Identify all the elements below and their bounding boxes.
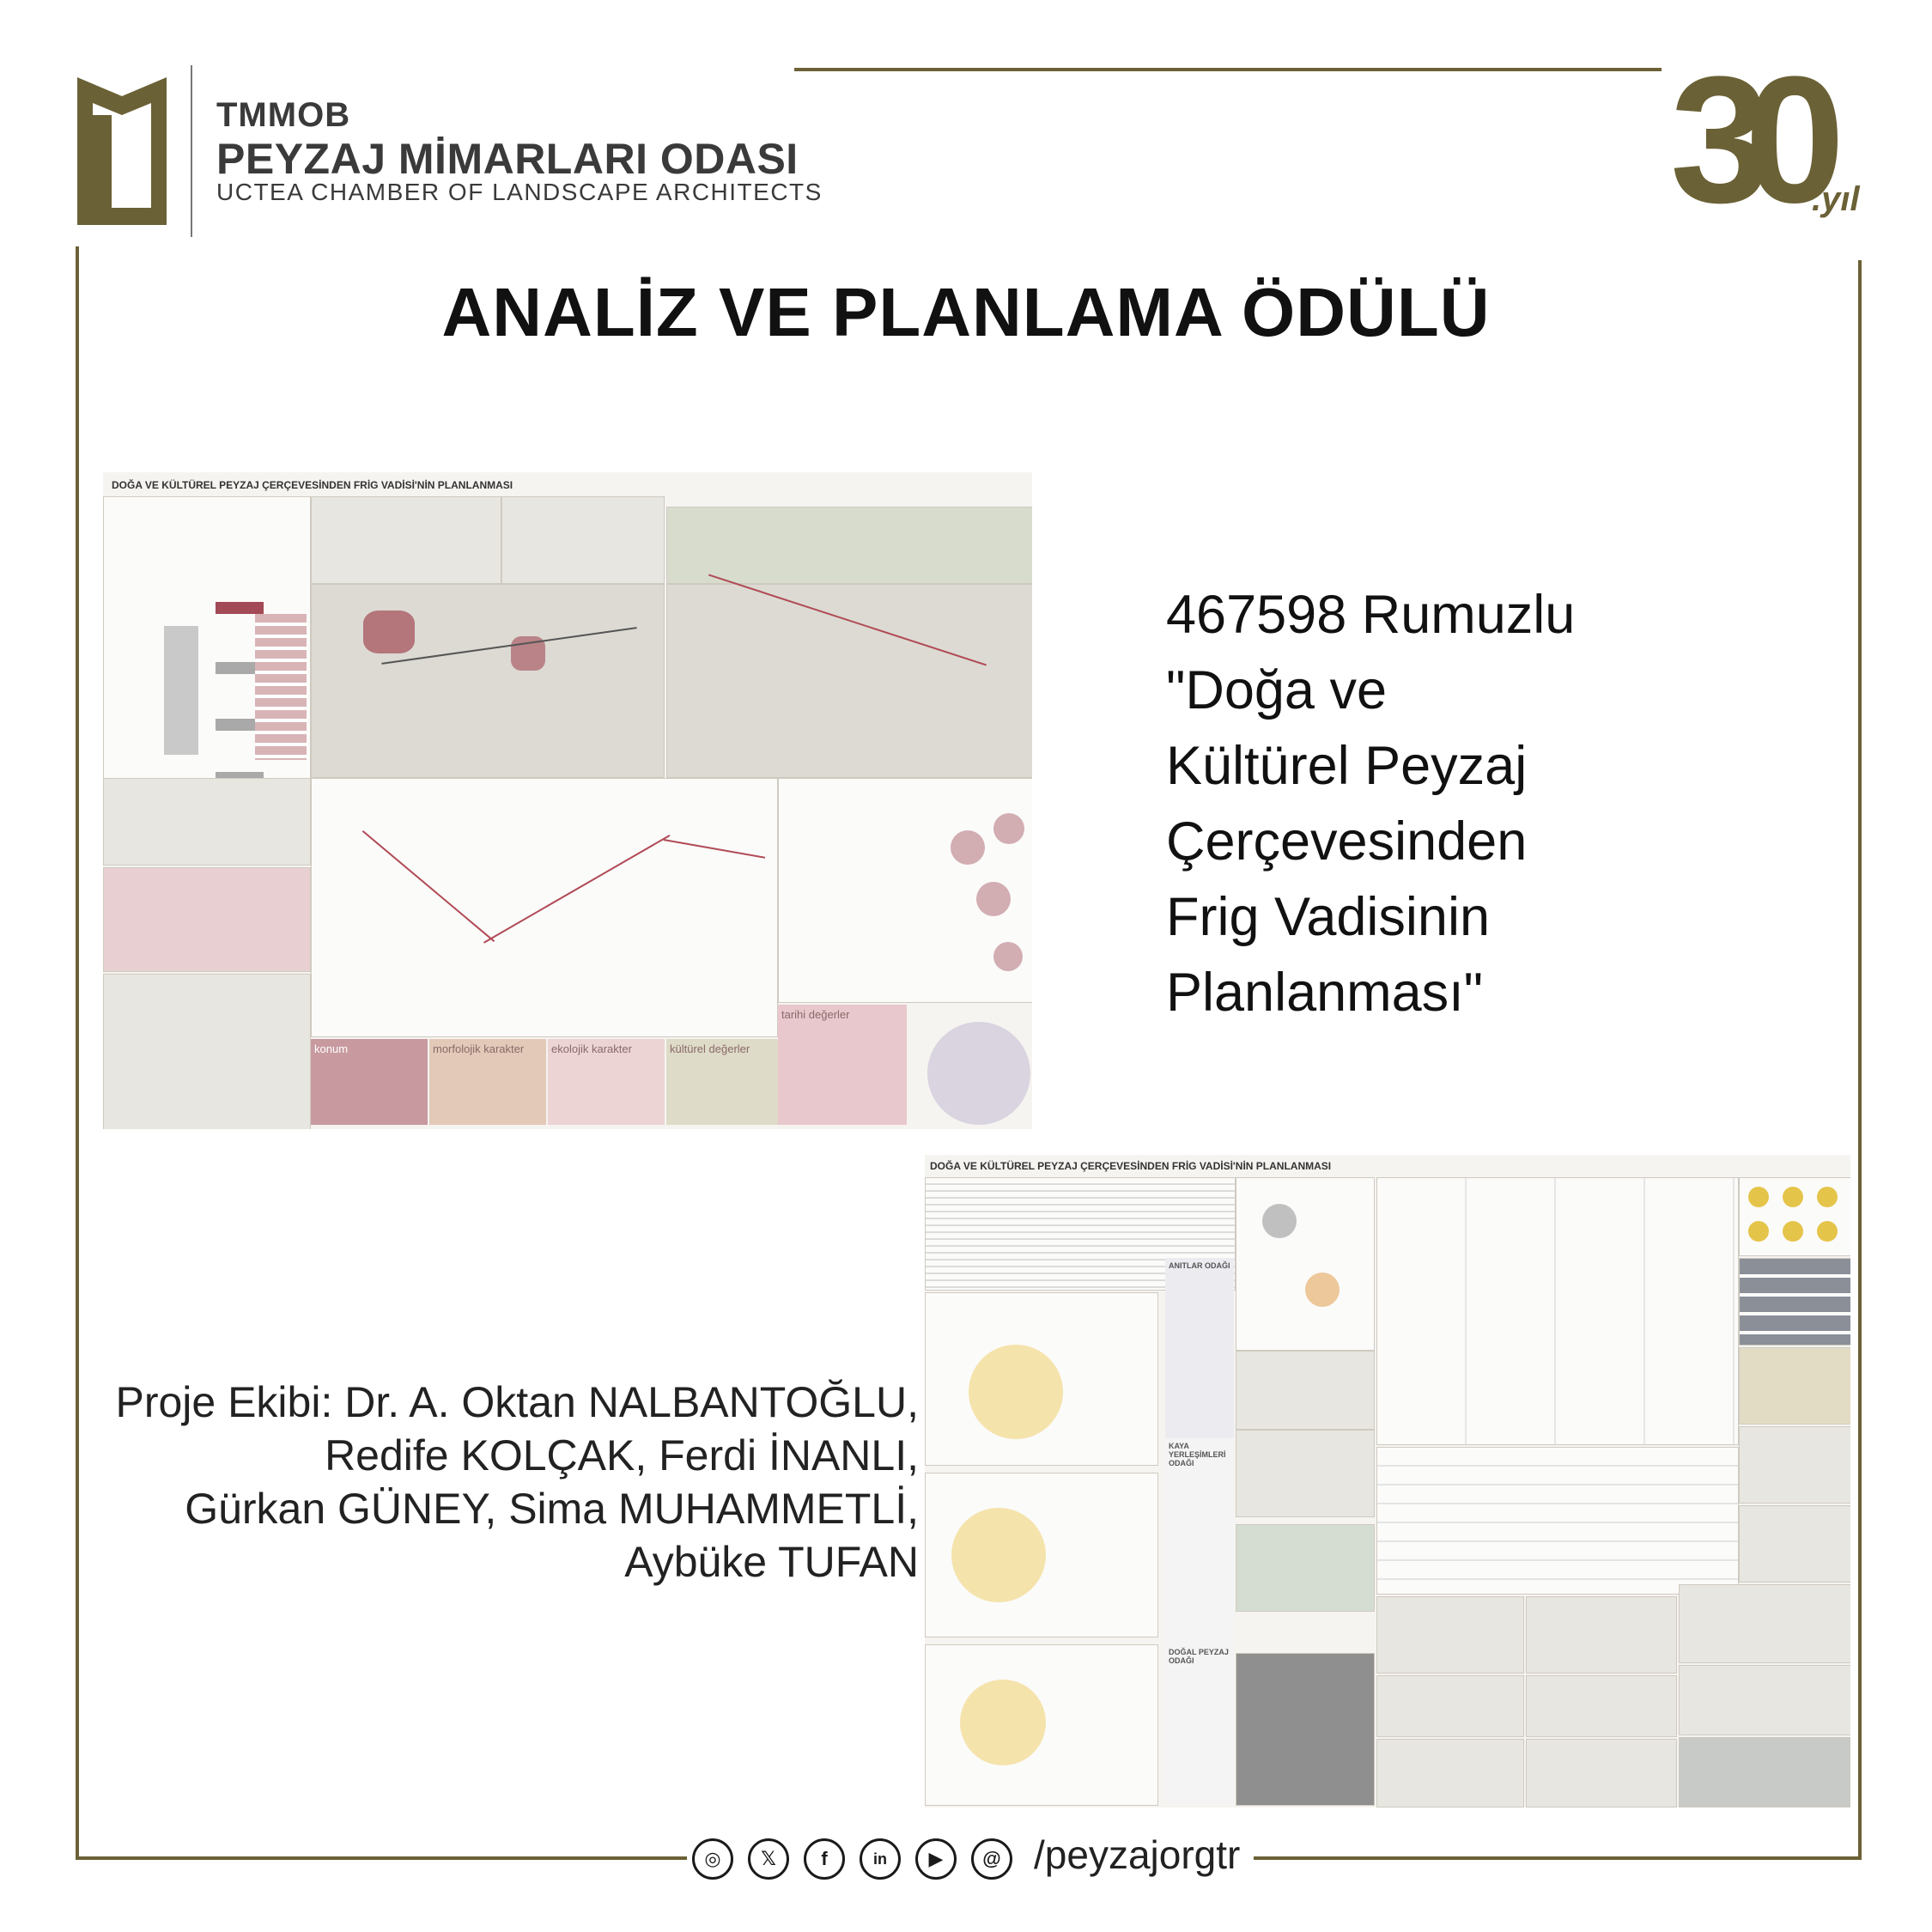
entry-line-3: Kültürel Peyzaj [1166, 736, 1528, 796]
poster-1-map-overview [311, 496, 501, 584]
entry-line-5: Frig Vadisinin [1166, 887, 1490, 947]
org-name: PEYZAJ MİMARLARI ODASI [216, 135, 799, 183]
award-title: ANALİZ VE PLANLAMA ÖDÜLÜ [441, 274, 1491, 350]
poster-2-focus-anitlar [1165, 1258, 1234, 1438]
poster-2-focus-dogal-label: DOĞAL PEYZAJ ODAĞI [1169, 1648, 1229, 1665]
youtube-icon[interactable]: ▶ [915, 1838, 957, 1880]
header-divider [191, 65, 192, 237]
org-abbreviation: TMMOB [216, 96, 351, 134]
social-handle[interactable]: /peyzajorgtr [1027, 1832, 1247, 1878]
poster-1-title: DOĞA VE KÜLTÜREL PEYZAJ ÇERÇEVESİNDEN FRİG VADİSİ'NİN PLANLANMASI [112, 479, 513, 491]
chamber-logo [77, 77, 167, 225]
poster-1-label-ekolojik: ekolojik karakter [551, 1042, 632, 1055]
poster-2-map-grid-7 [1376, 1739, 1524, 1807]
poster-2-map-grid-8 [1526, 1739, 1677, 1807]
poster-2-route-grid [1376, 1177, 1739, 1445]
anniversary-number: 30 [1670, 39, 1820, 240]
org-name-english: UCTEA CHAMBER OF LANDSCAPE ARCHITECTS [216, 179, 823, 205]
threads-icon[interactable]: @ [971, 1838, 1012, 1880]
entry-line-4: Çerçevesinden [1166, 811, 1528, 872]
poster-1 [103, 472, 1032, 1129]
poster-1-map-region [501, 496, 665, 584]
poster-1-label-konum-box [311, 1039, 428, 1125]
poster-1-map-route [311, 778, 778, 1037]
poster-2-map-grid-4 [1376, 1675, 1524, 1737]
poster-2-icons [1739, 1177, 1850, 1256]
poster-2-sketch-b [925, 1473, 1158, 1637]
poster-1-map-large-b [666, 584, 1032, 778]
poster-2-diagram [1376, 1447, 1739, 1595]
entry-line-6: Planlanması" [1166, 963, 1484, 1023]
project-team [86, 1376, 919, 1589]
poster-2 [925, 1155, 1850, 1807]
entry-description [1166, 577, 1681, 1030]
poster-2-map-grid-1 [1376, 1596, 1524, 1674]
poster-2-map-col-1 [1739, 1347, 1850, 1425]
linkedin-icon[interactable]: in [860, 1838, 901, 1880]
poster-2-aerial-a [1236, 1351, 1375, 1430]
x-icon[interactable]: 𝕏 [748, 1838, 789, 1880]
poster-2-focus-kaya [1165, 1438, 1234, 1644]
entry-line-1: 467598 Rumuzlu [1166, 585, 1576, 645]
poster-1-label-tarihi: tarihi değerler [781, 1008, 850, 1021]
poster-1-flowchart [103, 496, 311, 783]
team-line-2: Redife KOLÇAK, Ferdi İNANLI, [325, 1431, 919, 1479]
poster-2-map-grid-5 [1526, 1675, 1677, 1737]
poster-2-focus-kaya-label: KAYA YERLEŞİMLERİ ODAĞI [1169, 1442, 1226, 1467]
team-line-3: Gürkan GÜNEY, Sima MUHAMMETLİ, [185, 1485, 919, 1533]
poster-1-label-ekolojik-box [548, 1039, 665, 1125]
poster-2-aerial-b [1236, 1430, 1375, 1517]
frame-right-line [1858, 260, 1862, 1860]
poster-2-map-col-2 [1739, 1426, 1850, 1504]
anniversary-suffix: .yıl [1812, 180, 1860, 218]
poster-2-map-grid-9 [1679, 1737, 1850, 1807]
poster-1-sketches [778, 778, 1032, 1003]
poster-2-sketch-c [925, 1644, 1158, 1806]
poster-2-aerial-c [1236, 1524, 1375, 1612]
poster-1-label-kulturel-box [666, 1039, 783, 1125]
poster-2-cluster-map [1236, 1177, 1375, 1351]
team-line-1: Proje Ekibi: Dr. A. Oktan NALBANTOĞLU, [115, 1378, 919, 1426]
poster-1-map-small-a [103, 778, 311, 866]
poster-1-map-profiles [666, 507, 1032, 584]
poster-1-map-small-c [103, 974, 311, 1129]
poster-2-map-grid-6 [1679, 1665, 1850, 1735]
poster-2-map-grid-3 [1679, 1584, 1850, 1663]
instagram-icon[interactable]: ◎ [692, 1838, 733, 1880]
poster-1-label-tarihi-box [778, 1005, 907, 1125]
poster-2-focus-dogal [1165, 1644, 1234, 1804]
poster-2-focus-anitlar-label: ANITLAR ODAĞI [1169, 1261, 1230, 1270]
poster-2-title: DOĞA VE KÜLTÜREL PEYZAJ ÇERÇEVESİNDEN FRİG VADİSİ'NİN PLANLANMASI [930, 1160, 1332, 1172]
poster-2-map-grid-2 [1526, 1596, 1677, 1674]
poster-2-map-col-3 [1739, 1505, 1850, 1583]
poster-1-label-kulturel: kültürel değerler [670, 1042, 750, 1055]
frame-top-line [794, 68, 1662, 71]
entry-line-2: "Doğa ve [1166, 660, 1388, 720]
team-line-4: Aybüke TUFAN [624, 1538, 919, 1586]
poster-1-label-konum: konum [314, 1042, 349, 1055]
poster-1-label-morfolojik-box [429, 1039, 546, 1125]
poster-2-photo-a [1236, 1653, 1375, 1806]
poster-1-map-large-a [311, 584, 665, 778]
facebook-icon[interactable]: f [804, 1838, 845, 1880]
poster-1-large-circle [927, 1022, 1030, 1125]
poster-2-sketch-a [925, 1292, 1158, 1466]
poster-2-photo-strip [1739, 1258, 1850, 1346]
poster-1-label-morfolojik: morfolojik karakter [433, 1042, 525, 1055]
poster-1-map-small-b [103, 867, 311, 972]
frame-left-line [76, 246, 79, 1860]
